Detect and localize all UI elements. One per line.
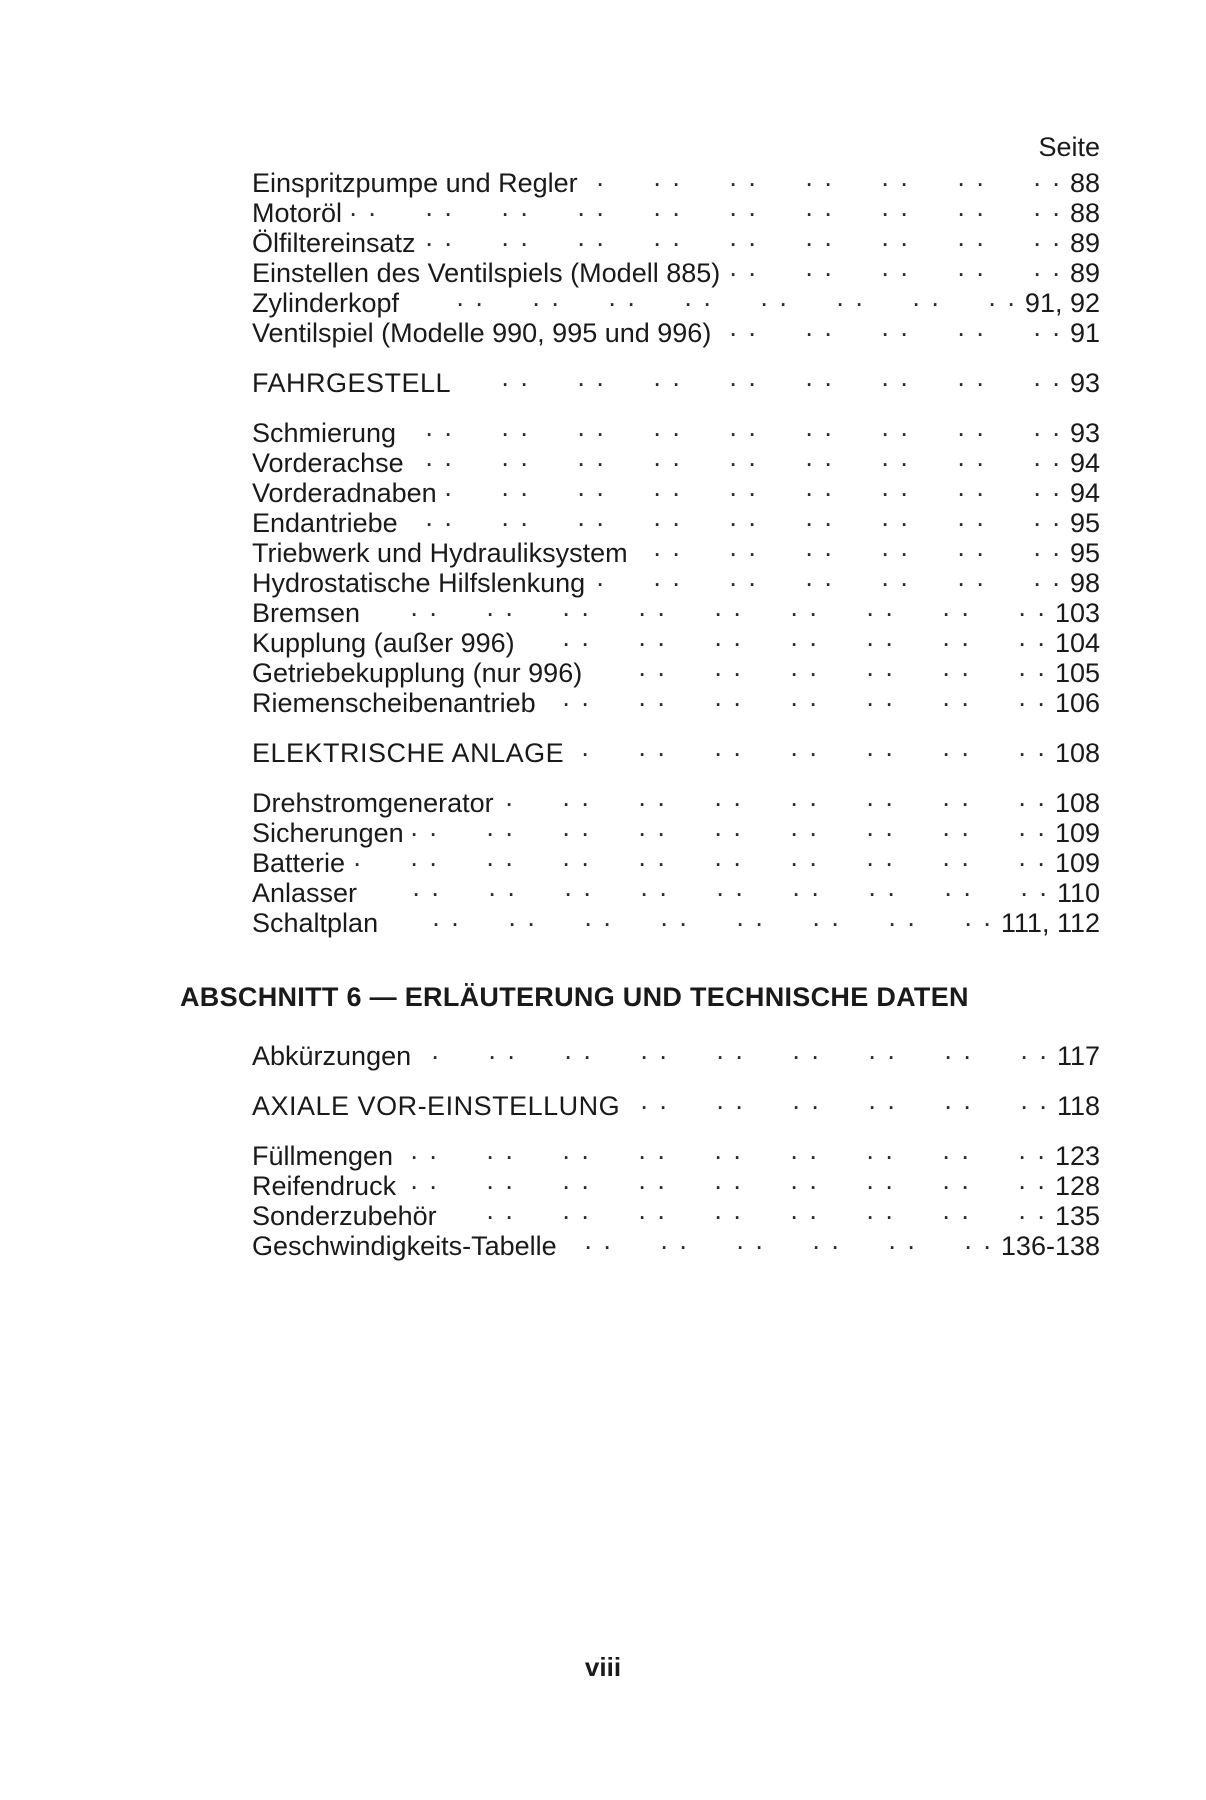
dot-leader: [424, 222, 1062, 252]
toc-entry-title: Geschwindigkeits-Tabelle: [252, 1231, 557, 1261]
toc-entry-page: 94: [1069, 478, 1100, 508]
dot-leader: [353, 842, 1047, 872]
dot-leader: [593, 562, 1062, 592]
toc-chapter-page: 108: [1054, 738, 1100, 768]
toc-entry-title: Einspritzpumpe und Regler: [252, 168, 578, 198]
toc-entry: [252, 782, 1100, 818]
toc-entry-page: 95: [1069, 508, 1100, 538]
toc-entry-title: Anlasser: [252, 878, 358, 908]
toc-entry: [252, 412, 1100, 448]
toc-entry-page: 88: [1069, 198, 1100, 228]
toc-entry-page: 95: [1069, 538, 1100, 568]
toc-entry: [252, 842, 1100, 878]
toc-entry: [252, 282, 1100, 318]
toc-chapter-title: AXIALE VOR-EINSTELLUNG: [252, 1091, 621, 1121]
toc-entry-page: 109: [1054, 818, 1100, 848]
toc-entry-page: 89: [1069, 258, 1100, 288]
toc-entry-title: Einstellen des Ventilspiels (Modell 885): [252, 258, 721, 288]
toc-entry: [252, 622, 1100, 658]
toc-chapter-page: 93: [1069, 368, 1100, 398]
toc-entry-title: Abkürzungen: [252, 1041, 412, 1071]
toc-entry: [252, 1225, 1100, 1261]
toc-entry-page: 88: [1069, 168, 1100, 198]
toc-entry: [252, 562, 1100, 598]
toc-entry-title: Getriebekupplung (nur 996): [252, 658, 583, 688]
toc-entry-page: 94: [1069, 448, 1100, 478]
toc-chapter-fahrgestell: [252, 362, 1100, 398]
toc-entry: [252, 192, 1100, 228]
toc-entry-page: 103: [1054, 598, 1100, 628]
toc-entry-page: 117: [1056, 1041, 1100, 1071]
toc-chapter-axiale-vor-einstellung: [252, 1085, 1100, 1121]
toc-entry: [252, 162, 1100, 198]
toc-entry-title: Ölfiltereinsatz: [252, 228, 416, 258]
dot-leader: [404, 1165, 1047, 1195]
toc-entry-page: 91, 92: [1024, 288, 1100, 318]
toc-chapter-elektrische-anlage: [252, 732, 1100, 768]
dot-leader: [401, 1135, 1047, 1165]
toc-entry: [252, 592, 1100, 628]
toc-entry-title: Füllmengen: [252, 1141, 394, 1171]
dot-leader: [628, 1085, 1049, 1115]
toc-entry: [252, 812, 1100, 848]
toc-entry-title: Batterie: [252, 848, 346, 878]
toc-entry: [252, 312, 1100, 348]
toc-entry-title: Vorderachse: [252, 448, 404, 478]
dot-leader: [590, 652, 1047, 682]
toc-entry-title: Drehstromgenerator: [252, 788, 494, 818]
dot-leader: [368, 592, 1047, 622]
seite-column-label: Seite: [1038, 132, 1100, 162]
dot-leader: [544, 682, 1047, 712]
toc-entry-title: Triebwerk und Hydrauliksystem: [252, 538, 628, 568]
dot-leader: [719, 312, 1062, 342]
dot-leader: [728, 252, 1062, 282]
toc-entry-title: Schmierung: [252, 418, 397, 448]
dot-leader: [502, 782, 1047, 812]
dot-leader: [412, 812, 1047, 842]
toc-entry-page: 110: [1056, 878, 1100, 908]
toc-entry-title: Ventilspiel (Modelle 990, 995 und 996): [252, 318, 712, 348]
toc-entry: [252, 872, 1100, 908]
toc-entry: [252, 902, 1100, 938]
toc-entry-page: 108: [1054, 788, 1100, 818]
toc-entry: [252, 442, 1100, 478]
toc-entry: [252, 532, 1100, 568]
toc-entry-page: 136-138: [1000, 1231, 1100, 1261]
toc-entry: [252, 1195, 1100, 1231]
dot-leader: [572, 732, 1047, 762]
toc-entry-title: Zylinderkopf: [252, 288, 400, 318]
dot-leader: [407, 282, 1017, 312]
toc-entry-title: Riemenscheibenantrieb: [252, 688, 536, 718]
toc-entry: [252, 222, 1100, 258]
toc-entry-page: 128: [1054, 1171, 1100, 1201]
toc-entry-page: 104: [1054, 628, 1100, 658]
dot-leader: [586, 162, 1062, 192]
toc-entry-page: 111, 112: [1000, 908, 1100, 938]
section-heading: ABSCHNITT 6 — ERLÄUTERUNG UND TECHNISCHE DATEN: [180, 982, 969, 1012]
toc-entry-page: 98: [1069, 568, 1100, 598]
toc-entry: [252, 472, 1100, 508]
dot-leader: [419, 1035, 1049, 1065]
toc-entry: [252, 1035, 1100, 1071]
footer-page-number: viii: [584, 1652, 622, 1682]
dot-leader: [386, 902, 993, 932]
toc-entry-title: Hydrostatische Hilfslenkung: [252, 568, 586, 598]
dot-leader: [365, 872, 1049, 902]
toc-chapter-title: ELEKTRISCHE ANLAGE: [252, 738, 565, 768]
toc-entry-title: Reifendruck: [252, 1171, 397, 1201]
dot-leader: [406, 502, 1062, 532]
dot-leader: [412, 442, 1062, 472]
toc-entry-page: 106: [1054, 688, 1100, 718]
toc-entry: [252, 252, 1100, 288]
toc-entry-page: 135: [1054, 1201, 1100, 1231]
dot-leader: [350, 192, 1062, 222]
toc-entry-title: Bremsen: [252, 598, 361, 628]
dot-leader: [445, 472, 1062, 502]
toc-entry: [252, 1165, 1100, 1201]
toc-entry-page: 93: [1069, 418, 1100, 448]
toc-entry-page: 123: [1054, 1141, 1100, 1171]
toc-entry-page: 89: [1069, 228, 1100, 258]
toc-entry-title: Motoröl: [252, 198, 343, 228]
toc-entry: [252, 652, 1100, 688]
toc-entry: [252, 1135, 1100, 1171]
dot-leader: [523, 622, 1047, 652]
dot-leader: [404, 412, 1062, 442]
toc-entry-title: Vorderadnaben: [252, 478, 437, 508]
toc-entry-title: Endantriebe: [252, 508, 398, 538]
toc-entry: [252, 682, 1100, 718]
toc-chapter-page: 118: [1056, 1091, 1100, 1121]
toc-entry-title: Kupplung (außer 996): [252, 628, 515, 658]
toc-entry-page: 91: [1069, 318, 1100, 348]
toc-entry-title: Sonderzubehör: [252, 1201, 437, 1231]
toc-entry: [252, 502, 1100, 538]
toc-entry-title: Sicherungen: [252, 818, 404, 848]
dot-leader: [636, 532, 1062, 562]
dot-leader: [565, 1225, 993, 1255]
dot-leader: [445, 1195, 1047, 1225]
toc-entry-page: 109: [1054, 848, 1100, 878]
toc-entry-page: 105: [1054, 658, 1100, 688]
dot-leader: [459, 362, 1062, 392]
toc-chapter-title: FAHRGESTELL: [252, 368, 452, 398]
toc-entry-title: Schaltplan: [252, 908, 379, 938]
